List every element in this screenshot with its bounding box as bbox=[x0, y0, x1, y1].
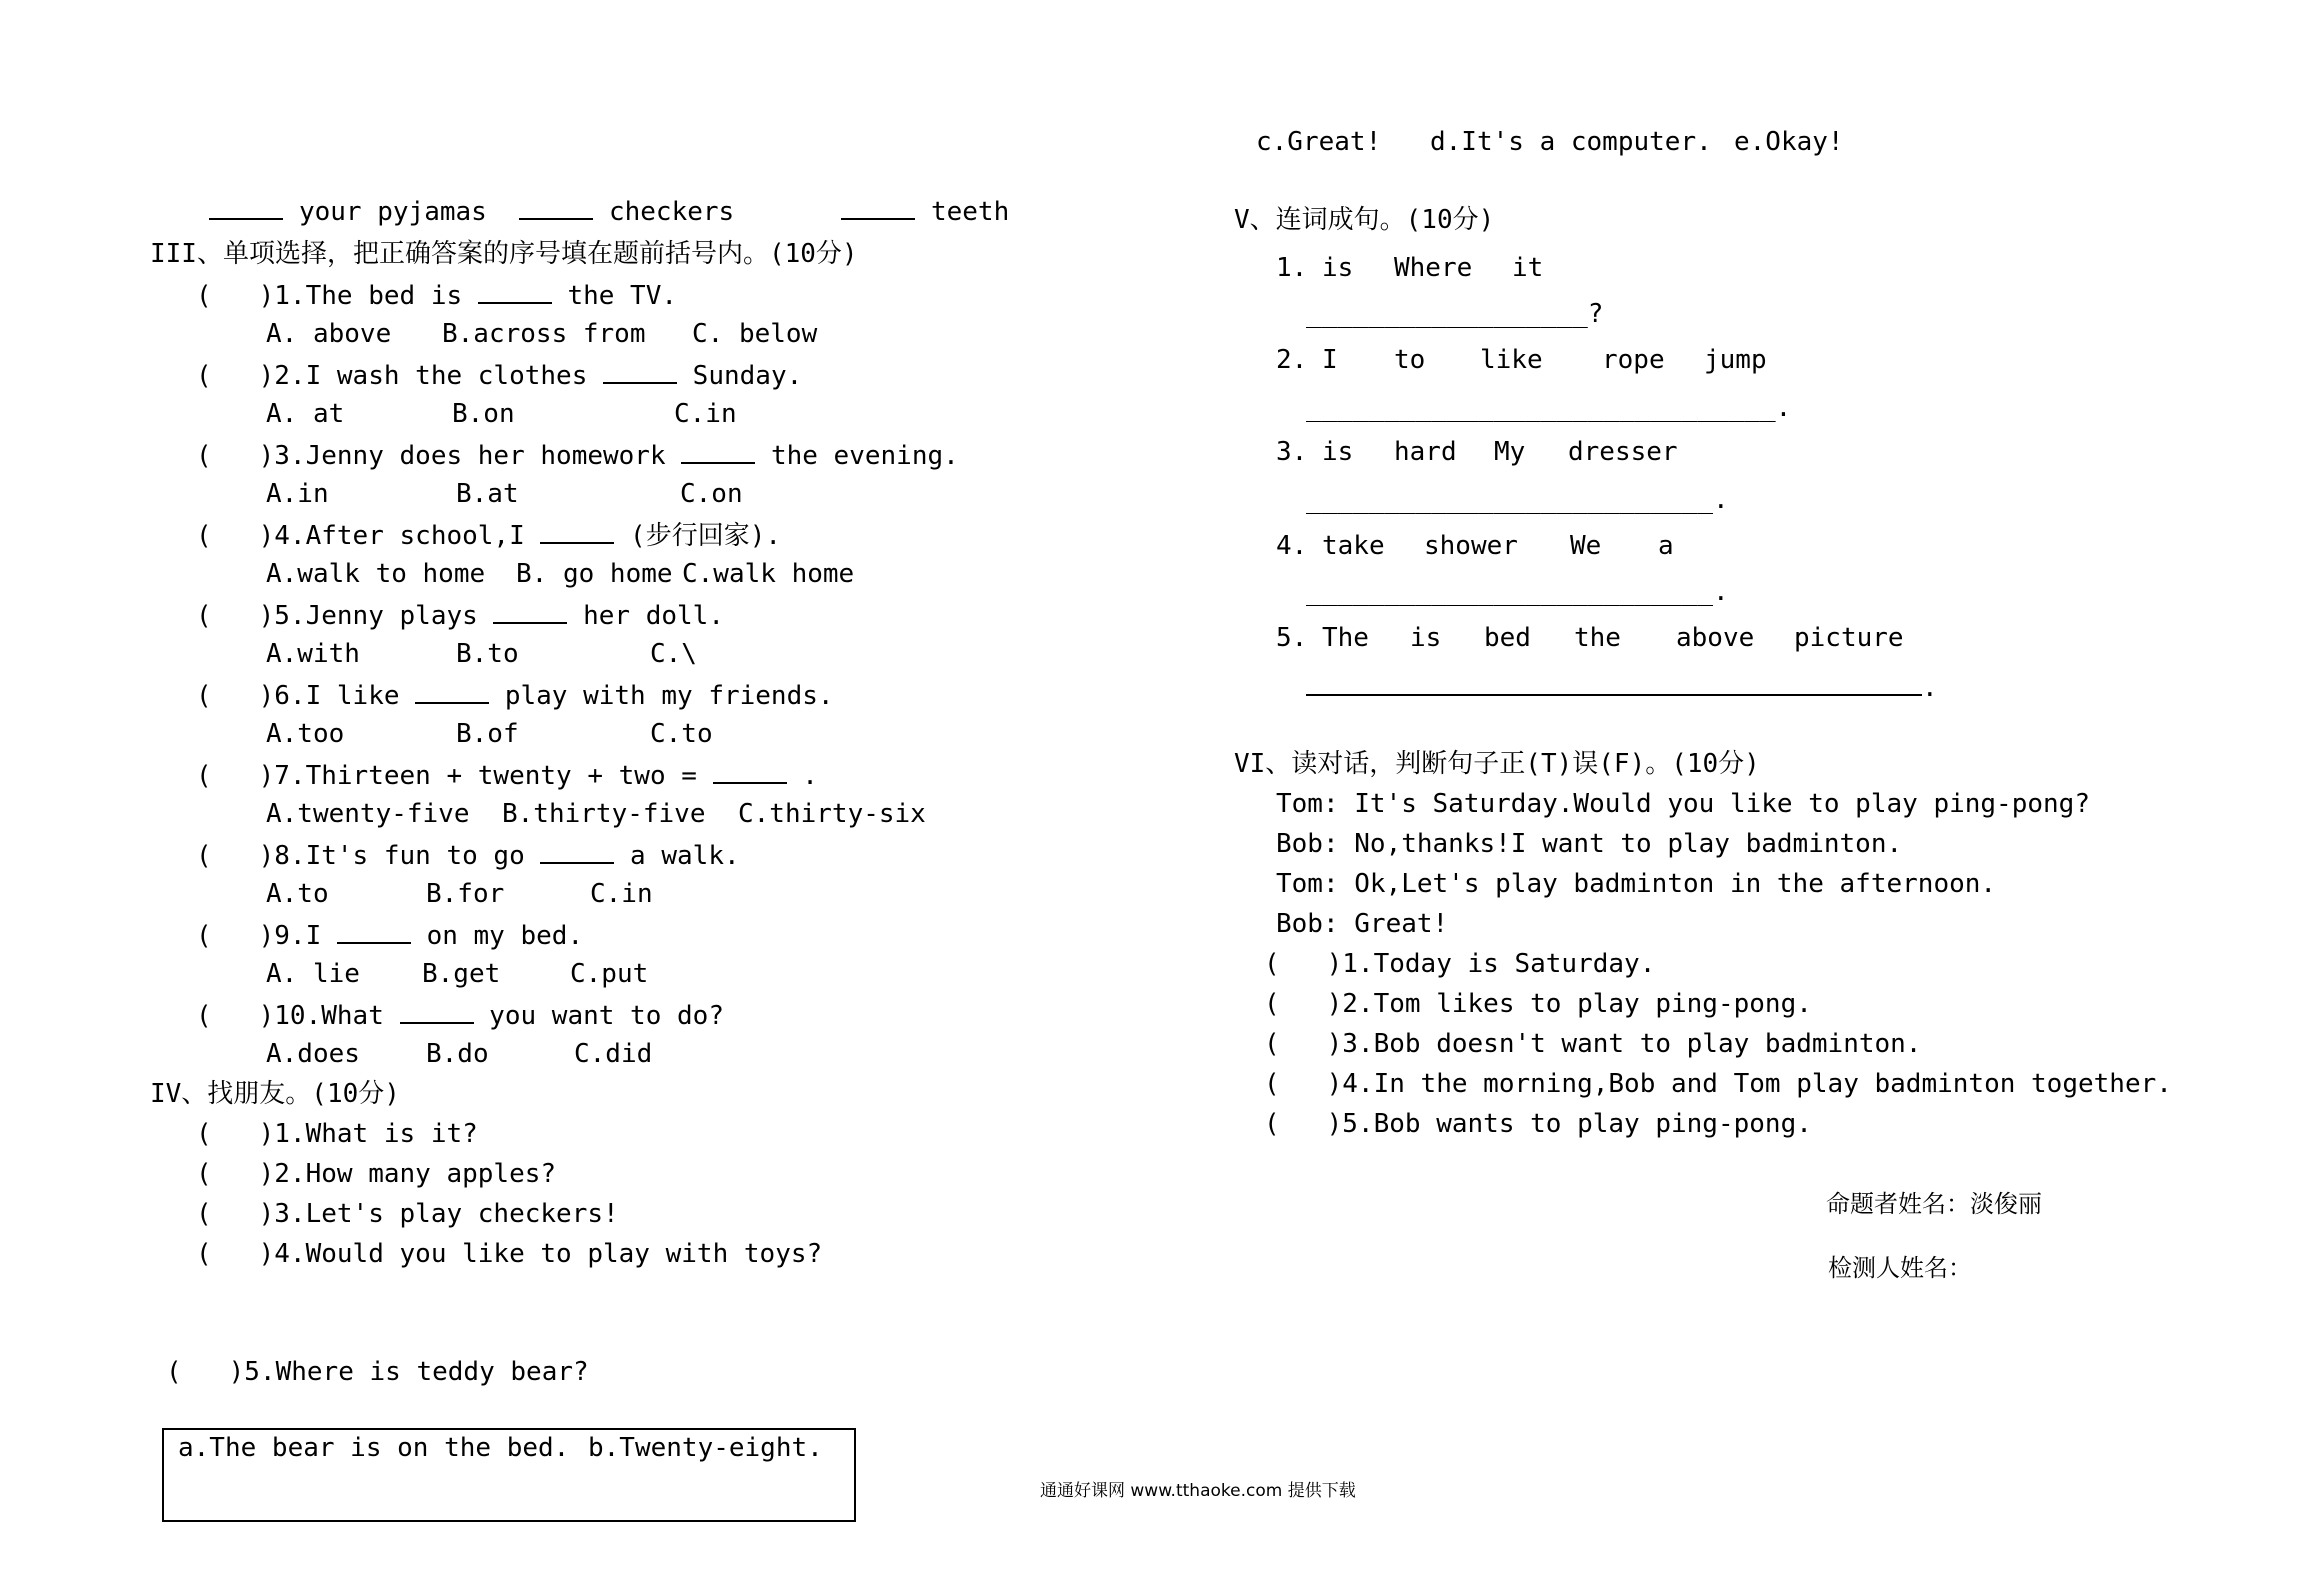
phrase-pyjamas: your pyjamas bbox=[298, 197, 487, 227]
top-blank-teeth bbox=[810, 162, 1009, 228]
phrase-teeth: teeth bbox=[930, 197, 1010, 227]
blank-line[interactable] bbox=[415, 678, 489, 704]
statement-6-5: ( )5.Bob wants to play ping-pong. bbox=[1264, 1109, 1812, 1139]
question-4-4: ( )4.Would you like to play with toys? bbox=[196, 1239, 823, 1269]
options-3-1: A. above B.across from C. below bbox=[266, 319, 818, 349]
checker-name: 检测人姓名： bbox=[1828, 1254, 1972, 1282]
blank-line[interactable] bbox=[713, 758, 787, 784]
section-6-title: VI、读对话，判断句子正(T)误(F)。(10分) bbox=[1234, 749, 1760, 779]
answer-paren[interactable]: ( ) bbox=[1264, 1029, 1343, 1059]
answer-paren[interactable]: ( ) bbox=[196, 841, 275, 871]
answer-paren[interactable]: ( ) bbox=[166, 1357, 245, 1387]
answer-paren[interactable]: ( ) bbox=[196, 521, 275, 551]
phrase-checkers: checkers bbox=[608, 197, 735, 227]
author-name: 命题者姓名：淡俊丽 bbox=[1826, 1190, 2042, 1218]
blank-line[interactable] bbox=[209, 194, 283, 220]
question-3-10: ( )10.What you want to do? bbox=[196, 998, 724, 1032]
answer-paren[interactable]: ( ) bbox=[196, 1199, 275, 1229]
section-4-title: IV、找朋友。(10分) bbox=[150, 1079, 400, 1109]
blank-line[interactable] bbox=[540, 838, 614, 864]
section-5-title: V、连词成句。(10分) bbox=[1234, 205, 1495, 235]
options-3-10: A.does B.do C.did bbox=[266, 1039, 653, 1069]
options-3-4: A.walk to home B. go home C.walk home bbox=[266, 559, 855, 589]
blank-line[interactable] bbox=[493, 598, 567, 624]
question-3-6: ( )6.I like play with my friends. bbox=[196, 678, 834, 712]
question-3-3: ( )3.Jenny does her homework the evening. bbox=[196, 438, 959, 472]
top-blank-checkers bbox=[488, 162, 734, 228]
dialogue-line-3: Tom: Ok,Let's play badminton in the afternoon. bbox=[1276, 869, 1997, 899]
answer-paren[interactable]: ( ) bbox=[196, 1119, 275, 1149]
answer-paren[interactable]: ( ) bbox=[196, 681, 275, 711]
word-order-3: 3. is hard My dresser bbox=[1276, 437, 1678, 467]
word-order-1: 1. is Where it bbox=[1276, 253, 1544, 283]
options-3-9: A. lie B.get C.put bbox=[266, 959, 649, 989]
question-4-5: ( )5.Where is teddy bear? bbox=[166, 1357, 589, 1387]
options-3-5: A.with B.to C.\ bbox=[266, 639, 697, 669]
options-3-2: A. at B.on C.in bbox=[266, 399, 737, 429]
blank-line[interactable] bbox=[400, 998, 474, 1024]
question-3-8: ( )8.It's fun to go a walk. bbox=[196, 838, 740, 872]
question-3-1: ( )1.The bed is the TV. bbox=[196, 278, 677, 312]
answer-line-1[interactable]: __________________? bbox=[1306, 299, 1604, 329]
options-3-8: A.to B.for C.in bbox=[266, 879, 653, 909]
blank-line[interactable] bbox=[337, 918, 411, 944]
footer-credit: 通通好课网 www.tthaoke.com 提供下载 bbox=[1040, 1481, 1356, 1501]
blank-line[interactable] bbox=[1306, 670, 1922, 696]
options-3-3: A.in B.at C.on bbox=[266, 479, 743, 509]
word-order-2: 2. I to like rope jump bbox=[1276, 345, 1767, 375]
statement-6-2: ( )2.Tom likes to play ping-pong. bbox=[1264, 989, 1812, 1019]
blank-line[interactable] bbox=[540, 518, 614, 544]
question-3-2: ( )2.I wash the clothes Sunday. bbox=[196, 358, 802, 392]
blank-line[interactable] bbox=[519, 194, 593, 220]
options-3-7: A.twenty-five B.thirty-five C.thirty-six bbox=[266, 799, 926, 829]
options-3-6: A.too B.of C.to bbox=[266, 719, 713, 749]
answer-paren[interactable]: ( ) bbox=[196, 761, 275, 791]
box-options-continued: c.Great! d.It's a computer. e.Okay! bbox=[1256, 127, 1844, 157]
answer-paren[interactable]: ( ) bbox=[196, 921, 275, 951]
answer-line-4[interactable]: __________________________. bbox=[1306, 577, 1729, 607]
answer-paren[interactable]: ( ) bbox=[1264, 949, 1343, 979]
answer-line-3[interactable]: __________________________. bbox=[1306, 485, 1729, 515]
dialogue-line-4: Bob: Great! bbox=[1276, 909, 1449, 939]
answer-paren[interactable]: ( ) bbox=[1264, 989, 1343, 1019]
answer-paren[interactable]: ( ) bbox=[196, 1001, 275, 1031]
blank-line[interactable] bbox=[478, 278, 552, 304]
answer-paren[interactable]: ( ) bbox=[196, 441, 275, 471]
section-3-title: III、单项选择，把正确答案的序号填在题前括号内。(10分) bbox=[150, 239, 858, 269]
word-order-5: 5. The is bed the above picture bbox=[1276, 623, 1904, 653]
answer-paren[interactable]: ( ) bbox=[196, 601, 275, 631]
question-4-2: ( )2.How many apples? bbox=[196, 1159, 557, 1189]
answer-paren[interactable]: ( ) bbox=[1264, 1109, 1343, 1139]
question-3-9: ( )9.I on my bed. bbox=[196, 918, 583, 952]
answer-paren[interactable]: ( ) bbox=[196, 1159, 275, 1189]
word-order-4: 4. take shower We a bbox=[1276, 531, 1674, 561]
blank-line[interactable] bbox=[603, 358, 677, 384]
answer-line-5[interactable]: . bbox=[1306, 670, 1938, 704]
statement-6-1: ( )1.Today is Saturday. bbox=[1264, 949, 1656, 979]
statement-6-3: ( )3.Bob doesn't want to play badminton. bbox=[1264, 1029, 1922, 1059]
blank-line[interactable] bbox=[681, 438, 755, 464]
dialogue-line-2: Bob: No,thanks!I want to play badminton. bbox=[1276, 829, 1903, 859]
answer-paren[interactable]: ( ) bbox=[196, 361, 275, 391]
top-blanks-row bbox=[178, 162, 487, 228]
answer-paren[interactable]: ( ) bbox=[1264, 1069, 1343, 1099]
question-4-3: ( )3.Let's play checkers! bbox=[196, 1199, 619, 1229]
answer-paren[interactable]: ( ) bbox=[196, 1239, 275, 1269]
question-4-1: ( )1.What is it? bbox=[196, 1119, 478, 1149]
answer-line-2[interactable]: ______________________________. bbox=[1306, 393, 1792, 423]
blank-line[interactable] bbox=[841, 194, 915, 220]
question-3-7: ( )7.Thirteen + twenty + two = . bbox=[196, 758, 818, 792]
question-3-4: ( )4.After school,I (步行回家). bbox=[196, 518, 781, 552]
dialogue-line-1: Tom: It's Saturday.Would you like to play ping-pong? bbox=[1276, 789, 2090, 819]
statement-6-4: ( )4.In the morning,Bob and Tom play badminton together. bbox=[1264, 1069, 2172, 1099]
question-3-5: ( )5.Jenny plays her doll. bbox=[196, 598, 724, 632]
answer-paren[interactable]: ( ) bbox=[196, 281, 275, 311]
box-options-row: a.The bear is on the bed. b.Twenty-eight. bbox=[178, 1433, 823, 1463]
